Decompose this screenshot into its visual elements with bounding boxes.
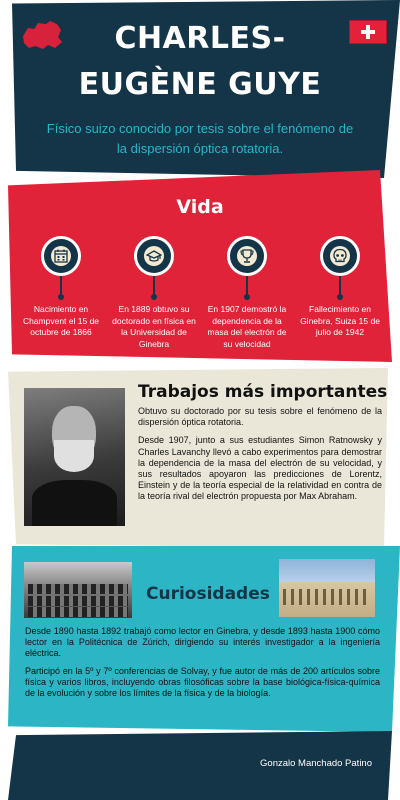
curiosidades-body: [25, 626, 380, 705]
trabajos-title: Trabajos más importantes: [138, 382, 388, 402]
portrait-photo: [24, 388, 125, 526]
graduation-cap-icon: [146, 248, 162, 264]
page-subtitle: Físico suizo conocido por tesis sobre el fenómeno de la dispersión óptica rotatoria.: [46, 121, 354, 156]
calendar-icon: [53, 248, 69, 264]
switzerland-map-icon: [20, 18, 64, 52]
timeline-text: Fallecimiento en Ginebra, Suiza 15 de julio de 1942: [300, 304, 380, 337]
timeline-circle: [41, 236, 81, 276]
vida-title: Vida: [176, 196, 224, 218]
trabajos-paragraph: Desde 1907, junto a sus estudiantes Simon Ratnowsky y Charles Lavanchy llevó a cabo experimentos para demostrar la dependencia de la masa del electrón de su velocidad, y sus resultados apoyaron las predicciones de Lorentz, Einstein y de la teoría especial de la relatividad en contra de la teoría rival del electrón propuesta por Max Abraham.: [138, 435, 382, 502]
trabajos-body: [138, 406, 382, 510]
solvay-conference-photo: [24, 562, 132, 618]
footer-panel: [0, 731, 400, 800]
polytechnic-building-photo: [279, 559, 375, 617]
trabajos-section: [0, 368, 400, 548]
swiss-flag-icon: [349, 20, 387, 44]
timeline-text: En 1907 demostró la dependencia de la masa del electrón de su velocidad: [207, 304, 287, 349]
curiosidades-paragraph: Participó en la 5º y 7º conferencias de Solvay, y fue autor de más de 200 artículos sobre física y varios libros, incluyendo obras filosóficas sobre la base biológica-física-química de la evolución y sobre los límites de la física y de la biología.: [25, 665, 380, 699]
vida-section: [0, 170, 400, 362]
curiosidades-paragraph: Desde 1890 hasta 1892 trabajó como lector en Ginebra, y desde 1893 hasta 1900 cómo lector en la Politécnica de Zúrich, dirigiendo su interés investigador a la ingeniería eléctrica.: [25, 626, 380, 659]
curiosidades-section: [0, 546, 400, 732]
trabajos-paragraph: Obtuvo su doctorado por su tesis sobre el fenómeno de la dispersión óptica rotatoria.: [138, 406, 382, 428]
timeline-circle: [134, 236, 174, 276]
timeline-circle: [320, 236, 360, 276]
author-name: Gonzalo Manchado Patino: [260, 758, 372, 769]
curiosidades-title: Curiosidades: [146, 584, 270, 604]
timeline-item-doctorate: [110, 236, 198, 350]
page-title: CHARLES-EUGÈNE GUYE: [78, 21, 322, 102]
timeline-text: En 1889 obtuvo su doctorado en física en la Universidad de Ginebra: [112, 304, 196, 349]
timeline-item-death: [296, 236, 384, 339]
timeline-text: Nacimiento en Champvent el 15 de octubre de 1866: [22, 304, 100, 337]
header-panel: [0, 0, 400, 178]
timeline-circle: [227, 236, 267, 276]
timeline-item-birth: [17, 236, 105, 339]
trophy-icon: [239, 248, 255, 264]
timeline-item-discovery: [203, 236, 291, 350]
skull-icon: [332, 248, 348, 264]
